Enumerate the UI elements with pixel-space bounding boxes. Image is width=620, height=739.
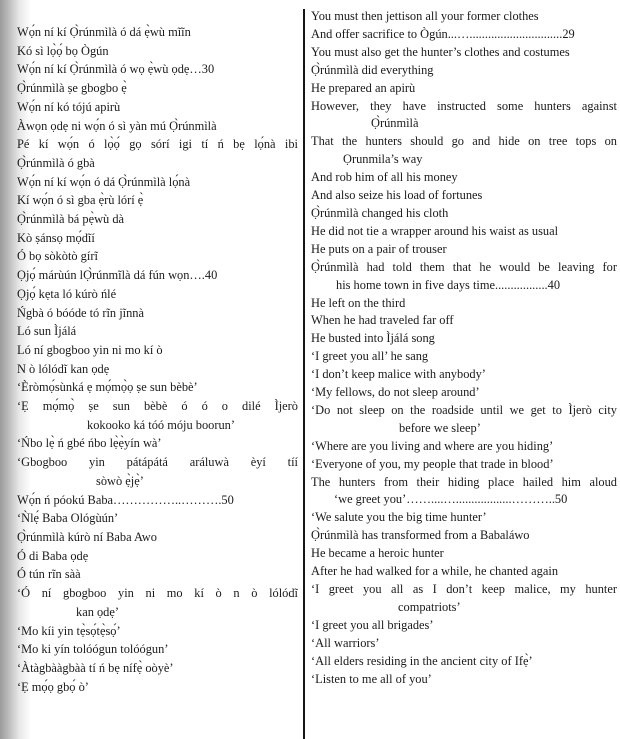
text-line: He left on the third — [311, 295, 406, 310]
text-line: He became a heroic hunter — [311, 546, 444, 561]
text-line: ‘Ó ní gbogboo yin ni mo kí ò n ò lólódĩ — [17, 586, 298, 601]
text-line: And offer sacrifice to Ògún...…..............................29 — [311, 26, 575, 41]
text-line: You must also get the hunter’s clothes and costumes — [311, 44, 570, 59]
text-line: Kí wọ́n ó sì gba ẹ̀rù lórí ẹ̀ — [17, 193, 144, 208]
text-line: Ọ̀rúnmìlà had told them that he would be leaving for — [311, 259, 617, 274]
text-line: ‘Do not sleep on the roadside until we get to Ìjerò city — [311, 402, 617, 417]
text-line: Ọjọ́ márùún lỌ̀rúnmĩlà dá fún wọn….40 — [17, 268, 218, 283]
text-line: However, they have instructed some hunters against — [311, 98, 617, 113]
text-line: Wọ́n ní kí Ọ̀rúnmìlà ó dá ẹ̀wù mĩĩn — [17, 25, 191, 39]
text-line: He did not tie a wrapper around his waist as usual — [311, 223, 559, 238]
text-line: Kó sì lọ̀ọ́ bọ Ògún — [17, 43, 109, 58]
text-line: ‘All warriors’ — [311, 635, 380, 650]
text-line: ‘Ẹ mọ́ọ gbọ́ ò’ — [17, 679, 89, 694]
text-line: ‘Where are you living and where are you hiding’ — [311, 438, 554, 453]
text-line: Ọrunmila’s way — [343, 152, 423, 167]
text-line: ‘All elders residing in the ancient city of Ifẹ̀’ — [311, 653, 533, 668]
text-line: sòwò ẹ̀jẹ̀’ — [96, 473, 144, 488]
text-line: Ló sun Ìjálá — [17, 324, 77, 339]
text-line: N ò lólódĩ kan ọdẹ — [17, 361, 110, 376]
text-line: Ó bọ sòkòtò gírĩ — [17, 249, 98, 264]
text-line: Ọ̀rúnmìlà changed his cloth — [311, 205, 449, 220]
text-line: Ọ̀rúnmìlà ó gbà — [17, 155, 95, 170]
text-line: before we sleep’ — [399, 420, 481, 435]
text-line: Wọ́n ń póokú Baba……………..……….50 — [17, 492, 234, 507]
text-line: After he had walked for a while, he chanted again — [311, 564, 559, 579]
text-line: That the hunters should go and hide on tree tops on — [311, 134, 617, 149]
text-line: ‘My fellows, do not sleep around’ — [311, 385, 480, 400]
text-line: kan ọdẹ’ — [76, 604, 120, 619]
text-line: Ńgbà ó bóóde tó rĩn jĩnnà — [17, 305, 144, 320]
text-line: ‘I greet you all as I don’t keep malice, my hunter — [311, 582, 617, 596]
text-line: Kò ṣánsọ mọ́dĩí — [17, 230, 95, 245]
text-line: He busted into Ìjálá song — [311, 331, 435, 346]
text-line: Ọ̀rúnmìlà bá pẹ̀wù dà — [17, 212, 125, 227]
text-line: ‘I don’t keep malice with anybody’ — [311, 367, 486, 382]
text-line: his home town in five days time.................40 — [336, 277, 561, 292]
text-line: ‘Mo ki yín tolóógun tolóógun’ — [17, 642, 169, 657]
text-line: ‘We salute you the big time hunter’ — [311, 510, 487, 525]
column-divider — [303, 9, 305, 739]
text-line: He prepared an apirù — [311, 80, 416, 95]
text-line: ‘Ẹ mọ́mọ̀ ṣe sun bèbè ó ó o dilé Ìjerò — [17, 399, 298, 414]
text-line: Ó di Baba ọdẹ — [17, 548, 89, 563]
text-line: He puts on a pair of trouser — [311, 241, 447, 256]
english-column — [311, 8, 617, 688]
text-line: compatriots’ — [398, 599, 461, 614]
text-line: The hunters from their hiding place hailed him aloud — [311, 474, 617, 489]
yoruba-column — [17, 23, 298, 696]
text-line: ‘I greet you all’ he sang — [311, 349, 429, 364]
text-line: Ọ̀rúnmìlà ṣe gbogbo ẹ̀ — [17, 81, 127, 96]
text-line: Wọ́n ní kó tójú apirù — [17, 99, 121, 114]
text-line: ‘we greet you’……....…..................………..50 — [334, 492, 568, 507]
text-line: Ó tún rĩn sàà — [17, 567, 81, 582]
text-line: ‘I greet you all brigades’ — [311, 617, 434, 632]
text-line: ‘Ǹlẹ́ Baba Ológùún’ — [17, 511, 119, 526]
text-line: And also seize his load of fortunes — [311, 188, 483, 203]
text-line: And rob him of all his money — [311, 170, 458, 185]
text-line: Ọjọ́ kẹta ló kúrò ńlé — [17, 286, 117, 301]
text-line: Ló ní gbogboo yin ni mo kí ò — [17, 342, 163, 357]
text-line: Pé kí wọ́n ó lọ̀ọ́ gọ sórí igi tí ń bẹ lọ́nà ibi — [17, 137, 298, 152]
text-line: ‘Listen to me all of you’ — [311, 671, 432, 686]
text-line: ‘Everyone of you, my people that trade in blood’ — [311, 456, 554, 471]
text-line: ‘Ńbo lẹ̀ ń gbé ńbo lẹ̀ẹ̀yín wà’ — [17, 436, 162, 451]
text-line: Ọ̀rúnmìlà kúrò ní Baba Awo — [17, 529, 157, 544]
text-line: ‘Èròmọ́sùnká ẹ mọ́mọ̀ọ ṣe sun bèbè’ — [17, 380, 198, 395]
text-line: Àwọn ọdẹ ni wọ́n ó sì yàn mú Ọ̀rúnmìlà — [17, 118, 217, 133]
text-line: Wọ́n ní kí wọ́n ó dá Ọ̀rúnmìlà lọ́nà — [17, 174, 191, 189]
text-line: Wọ́n ní kí Ọ̀rúnmìlà ó wọ ẹ̀wù ọdẹ…30 — [17, 62, 215, 77]
text-line: ‘Mo kíi yin tẹ̀sọ́tẹ̀sọ́’ — [17, 623, 121, 638]
text-line: ‘Gbogboo yin pátápátá aráluwà èyí tíí — [17, 455, 298, 470]
text-line: Ọ̀rúnmìlà did everything — [311, 62, 434, 77]
text-line: ‘Àtàgbààgbàà tí ń bẹ nífẹ̀ oòyè’ — [17, 660, 174, 675]
text-line: Ọ̀rúnmìlà — [371, 116, 419, 131]
text-line: When he had traveled far off — [311, 313, 454, 328]
text-line: You must then jettison all your former clothes — [311, 9, 539, 23]
text-line: Ọ̀rúnmìlà has transformed from a Babaláwo — [311, 528, 530, 543]
text-line: kokooko ká tóó móju boorun’ — [87, 417, 235, 432]
